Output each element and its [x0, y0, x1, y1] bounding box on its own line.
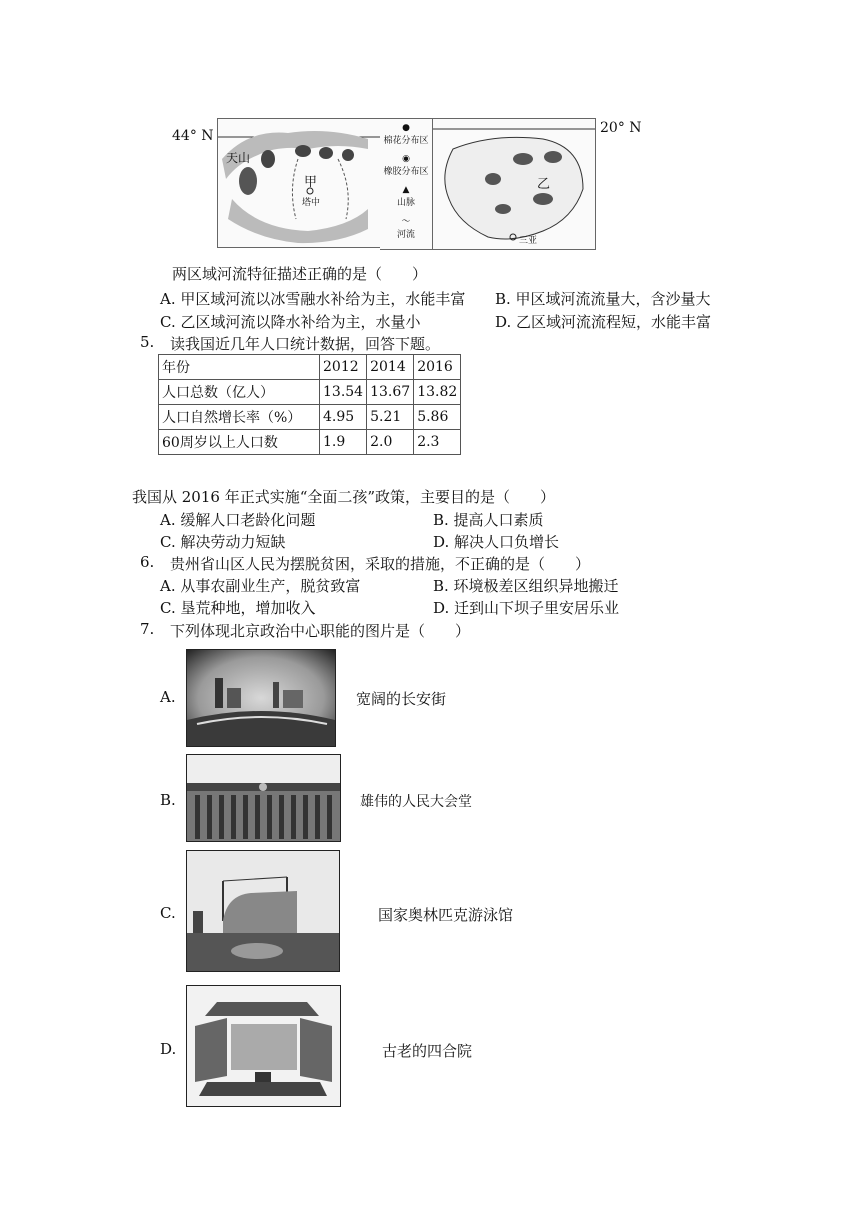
- q6-option-d: D. 迁到山下坝子里安居乐业: [433, 599, 620, 617]
- q6-option-a: A. 从事农副业生产，脱贫致富: [160, 577, 361, 595]
- table-cell: 60周岁以上人口数: [159, 430, 320, 455]
- q5-option-a: A. 缓解人口老龄化问题: [160, 511, 316, 529]
- table-row: [159, 380, 461, 405]
- q5-sub-stem: 我国从 2016 年正式实施“全面二孩”政策，主要目的是（ ）: [132, 488, 556, 506]
- table-cell: 年份: [159, 355, 320, 380]
- great-hall-photo: [186, 754, 341, 842]
- q5-option-c: C. 解决劳动力短缺: [160, 533, 286, 551]
- lat-label-20n: 20° N: [600, 120, 642, 136]
- q7-option-d-caption: 古老的四合院: [382, 1042, 473, 1060]
- region-label-yi: 乙: [537, 177, 551, 192]
- table-cell: 13.82: [414, 380, 461, 405]
- region-label-jia: 甲: [304, 175, 318, 190]
- changan-avenue-photo: [186, 649, 336, 747]
- table-cell: 人口自然增长率（%）: [159, 405, 320, 430]
- table-cell: 2014: [367, 355, 414, 380]
- q4-option-b: B. 甲区域河流流量大，含沙量大: [495, 290, 711, 308]
- q5-number: 5.: [140, 333, 155, 351]
- q5-option-b: B. 提高人口素质: [433, 511, 544, 529]
- map-legend: ● 棉花分布区 ◉ 橡胶分布区 ▲ 山脉 〜 河流: [380, 118, 433, 250]
- q7-option-a-letter: A.: [160, 688, 176, 706]
- natatorium-photo: [186, 850, 340, 972]
- q5-option-d: D. 解决人口负增长: [433, 533, 560, 551]
- table-cell: 人口总数（亿人）: [159, 380, 320, 405]
- q6-stem: 贵州省山区人民为摆脱贫困，采取的措施，不正确的是（ ）: [170, 555, 591, 573]
- table-cell: 5.21: [367, 405, 414, 430]
- q7-option-b-letter: B.: [160, 791, 176, 809]
- table-cell: 13.67: [367, 380, 414, 405]
- table-cell: 1.9: [320, 430, 367, 455]
- q4-option-d: D. 乙区域河流流程短，水能丰富: [495, 313, 712, 331]
- q7-option-c-caption: 国家奥林匹克游泳馆: [378, 906, 514, 924]
- legend-river: 河流: [396, 230, 415, 240]
- table-cell: 2.0: [367, 430, 414, 455]
- q7-option-b-caption: 雄伟的人民大会堂: [360, 794, 472, 810]
- table-cell: 2.3: [414, 430, 461, 455]
- river-icon: 〜: [401, 217, 411, 227]
- range-label-tianshan: 天山: [226, 151, 251, 165]
- table-cell: 2012: [320, 355, 367, 380]
- q6-option-b: B. 环境极差区组织异地搬迁: [433, 577, 619, 595]
- town-label-sanya: 三亚: [519, 236, 538, 246]
- table-cell: 13.54: [320, 380, 367, 405]
- town-label-tazhong: 塔中: [302, 198, 321, 208]
- q4-option-a: A. 甲区域河流以冰雪融水补给为主，水能丰富: [160, 290, 466, 308]
- table-cell: 2016: [414, 355, 461, 380]
- q4-stem: 两区域河流特征描述正确的是（ ）: [172, 265, 428, 283]
- table-row: [159, 355, 461, 380]
- table-row: [159, 430, 461, 455]
- table-cell: 4.95: [320, 405, 367, 430]
- table-row: [159, 405, 461, 430]
- xinjiang-map: [217, 118, 381, 248]
- q7-option-a-caption: 宽阔的长安街: [356, 690, 447, 708]
- siheyuan-photo: [186, 985, 341, 1107]
- q7-number: 7.: [140, 620, 155, 638]
- legend-rubber: 橡胶分布区: [383, 167, 429, 177]
- lat-label-44n: 44° N: [172, 128, 214, 144]
- hainan-map: [432, 118, 596, 250]
- legend-mountain: 山脉: [396, 198, 415, 208]
- xinjiang-map-drawing: [218, 119, 380, 247]
- q7-option-d-letter: D.: [160, 1040, 177, 1058]
- q6-number: 6.: [140, 553, 155, 571]
- mountain-icon: ▲: [402, 185, 410, 195]
- q7-stem: 下列体现北京政治中心职能的图片是（ ）: [170, 622, 471, 640]
- q7-option-c-letter: C.: [160, 904, 176, 922]
- q4-option-c: C. 乙区域河流以降水补给为主，水量小: [160, 313, 421, 331]
- q6-option-c: C. 垦荒种地，增加收入: [160, 599, 316, 617]
- hainan-map-drawing: [433, 119, 595, 249]
- table-cell: 5.86: [414, 405, 461, 430]
- q5-stem: 读我国近几年人口统计数据，回答下题。: [170, 335, 441, 353]
- population-table: [158, 354, 461, 455]
- legend-cotton: 棉花分布区: [383, 136, 429, 146]
